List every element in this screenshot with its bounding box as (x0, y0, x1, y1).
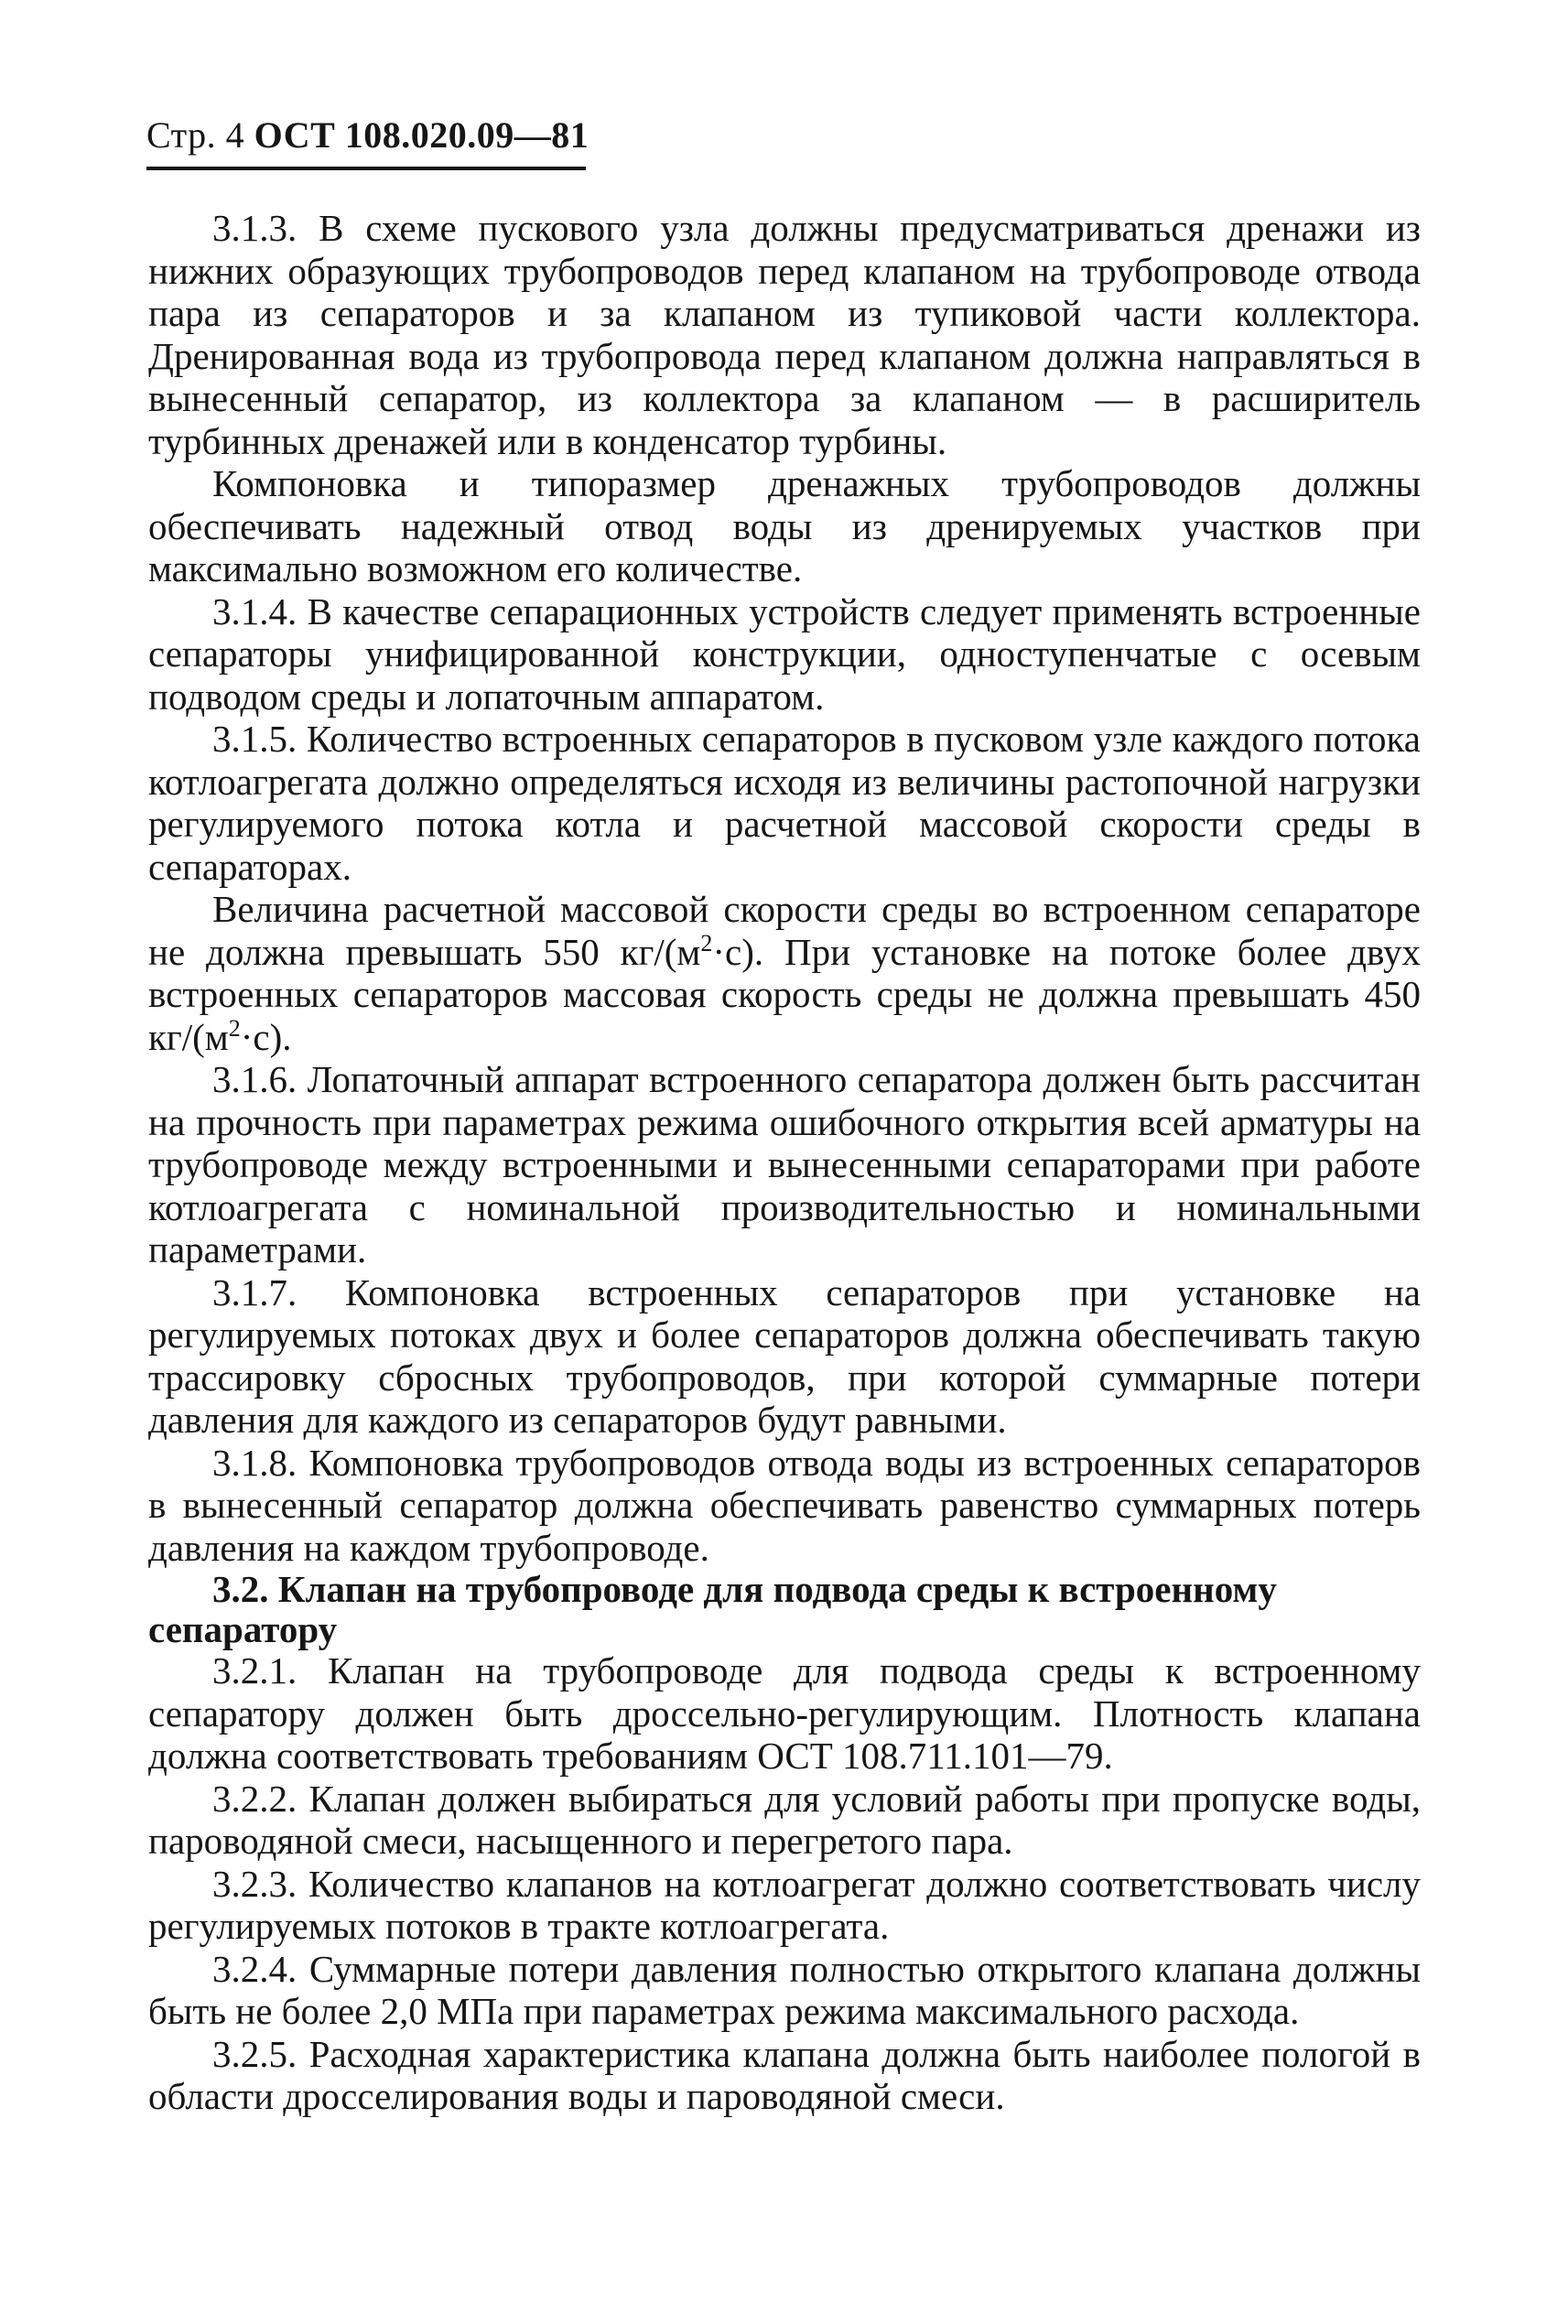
paragraph-3-1-8: 3.1.8. Компоновка трубопроводов отвода воды из встроенных сепараторов в вынесенный сепаратор должна обеспечивать равенство суммарных потерь давления на каждом трубопроводе. (148, 1441, 1421, 1569)
mass-velocity-text-1: Величина расчетной массовой скорости среды во встроенном сепараторе не должна превышать 550 кг/(м (148, 888, 1421, 973)
paragraph-3-1-5: 3.1.5. Количество встроенных сепараторов в пусковом узле каждого потока котлоагрегата должно определяться исходя из величины растопочной нагрузки регулируемого потока котла и расчетной массовой скорости среды в сепараторах. (148, 718, 1421, 888)
mass-velocity-text-3: ·с). (240, 1015, 292, 1058)
paragraph-3-2-1: 3.2.1. Клапан на трубопроводе для подвода среды к встроенному сепаратору должен быть дроссельно-регулирующим. Плотность клапана должна соответствовать требованиям ОСТ 108.711.101—79. (148, 1649, 1421, 1777)
section-heading-3-2: 3.2. Клапан на трубопроводе для подвода среды к встроенному сепаратору (148, 1568, 1277, 1650)
superscript-2: 2 (700, 929, 713, 957)
paragraph-3-2-4: 3.2.4. Суммарные потери давления полностью открытого клапана должны быть не более 2,0 МПа при параметрах режима максимального расхода. (148, 1947, 1421, 2032)
superscript-2: 2 (228, 1014, 241, 1042)
page-number: Стр. 4 (146, 114, 245, 156)
paragraph-3-1-4: 3.1.4. В качестве сепарационных устройств следует применять встроенные сепараторы унифицированной конструкции, одноступенчатые с осевым подводом среды и лопаточным аппаратом. (148, 589, 1421, 718)
mass-velocity-text-2: ·с). При установке на потоке более двух встроенных сепараторов массовая скорость среды не должна превышать 450 кг/(м (148, 930, 1421, 1058)
paragraph-3-2-5: 3.2.5. Расходная характеристика клапана должна быть наиболее пологой в области дросселирования воды и пароводяной смеси. (148, 2032, 1421, 2117)
standard-number: ОСТ 108.020.09—81 (254, 114, 589, 156)
paragraph-3-1-6: 3.1.6. Лопаточный аппарат встроенного сепаратора должен быть рассчитан на прочность при параметрах режима ошибочного открытия всей арматуры на трубопроводе между встроенными и вынесенными сепараторами при работе котлоагрегата с номинальной производительностью и номинальными параметрами. (148, 1058, 1421, 1270)
paragraph-3-2-3: 3.2.3. Количество клапанов на котлоагрегат должно соответствовать числу регулируемых потоков в тракте котлоагрегата. (148, 1862, 1421, 1947)
document-body (148, 207, 1421, 2118)
paragraph-drain-layout: Компоновка и типоразмер дренажных трубопроводов должны обеспечивать надежный отвод воды из дренируемых участков при максимально возможном его количестве. (148, 462, 1421, 589)
paragraph-3-1-7: 3.1.7. Компоновка встроенных сепараторов при установке на регулируемых потоках двух и более сепараторов должна обеспечивать такую трассировку сбросных трубопроводов, при которой суммарные потери давления для каждого из сепараторов будут равными. (148, 1270, 1421, 1441)
paragraph-3-1-3: 3.1.3. В схеме пускового узла должны предусматриваться дренажи из нижних образующих трубопроводов перед клапаном на трубопроводе отвода пара из сепараторов и за клапаном из тупиковой части коллектора. Дренированная вода из трубопровода перед клапаном должна направляться в вынесенный сепаратор, из коллектора за клапаном — в расширитель турбинных дренажей или в конденсатор турбины. (148, 207, 1421, 462)
paragraph-mass-velocity (148, 888, 1421, 1058)
header-rule (146, 167, 586, 170)
paragraph-3-2-2: 3.2.2. Клапан должен выбираться для условий работы при пропуске воды, пароводяной смеси, насыщенного и перегретого пара. (148, 1777, 1421, 1862)
page-header (146, 114, 589, 156)
